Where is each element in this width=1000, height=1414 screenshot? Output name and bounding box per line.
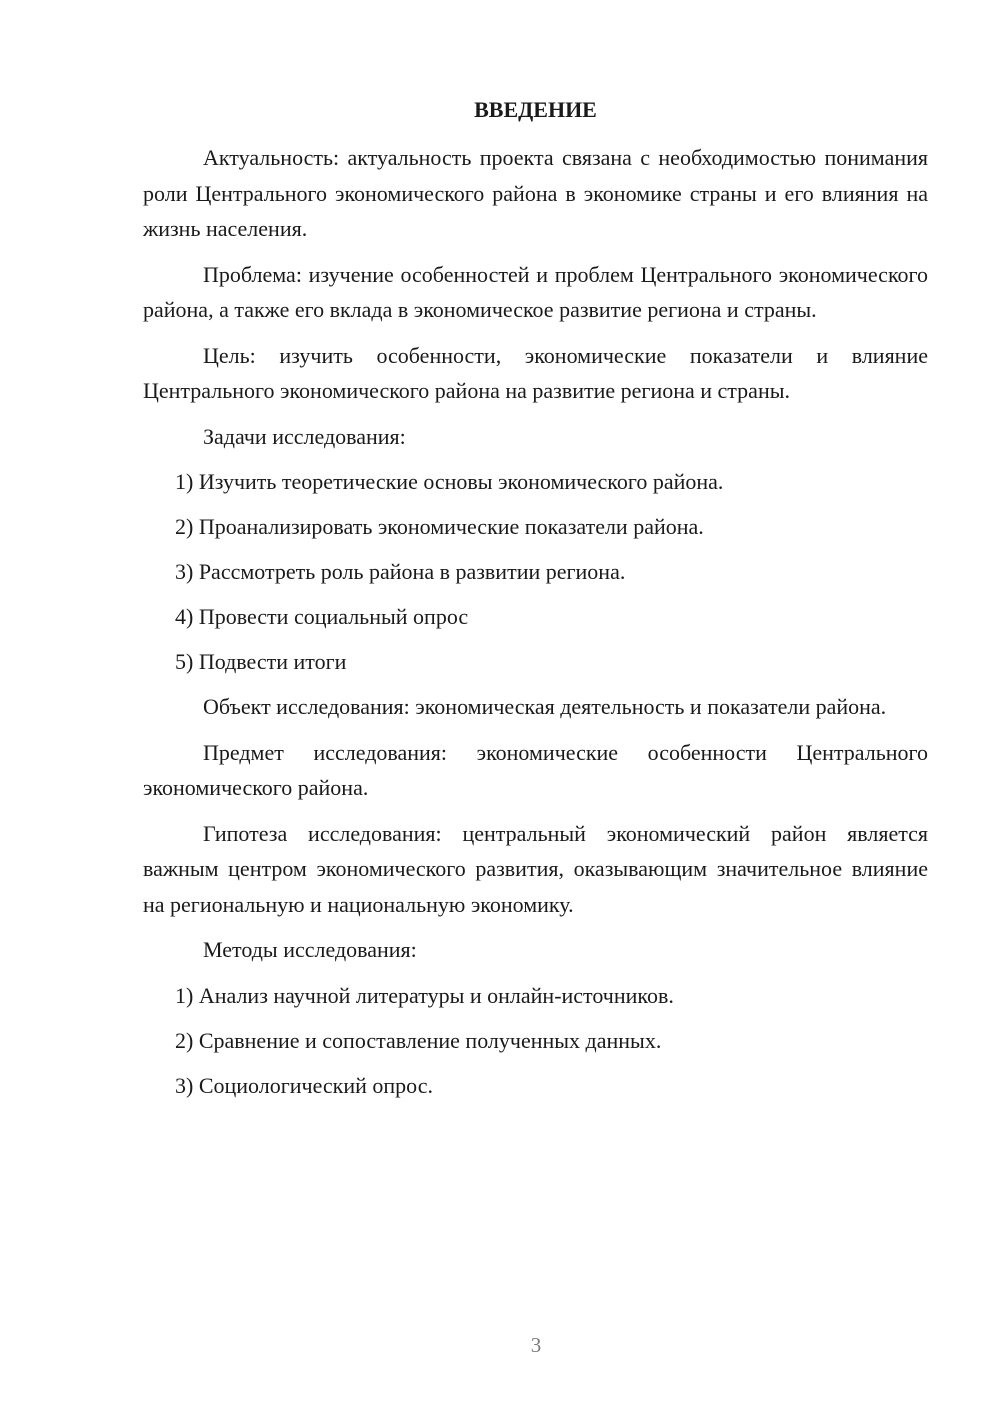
task-item: 5) Подвести итоги [175,649,347,674]
page-title: ВВЕДЕНИЕ [474,97,597,122]
page-number: 3 [530,1333,542,1357]
relevance-paragraph: Актуальность: актуальность проекта связана с необходимостью понимания роли Центрального экономического района в экономике страны и его влияния на жизнь населения. [143,145,928,241]
object-paragraph: Объект исследования: экономическая деятельность и показатели района. [203,694,887,719]
task-item: 1) Изучить теоретические основы экономического района. [175,469,724,494]
hypothesis-paragraph: Гипотеза исследования: центральный экономический район является важным центром экономического развития, оказывающим значительное влияние на региональную и национальную экономику. [143,820,928,917]
task-item: 3) Рассмотреть роль района в развитии региона. [175,559,626,584]
method-item: 3) Социологический опрос. [175,1072,433,1098]
methods-heading: Методы исследования: [203,937,417,962]
tasks-heading: Задачи исследования: [203,423,406,449]
goal-paragraph: Цель: изучить особенности, экономические показатели и влияние Центрального экономического района на развитие региона и страны. [143,342,928,403]
method-item: 2) Сравнение и сопоставление полученных данных. [175,1027,662,1053]
task-item: 4) Провести социальный опрос [175,604,469,629]
task-item: 2) Проанализировать экономические показатели района. [175,514,704,539]
subject-paragraph: Предмет исследования: экономические особенности Центрального экономического района. [143,739,928,800]
method-item: 1) Анализ научной литературы и онлайн-источников. [175,982,674,1008]
page-content [143,92,928,1113]
problem-paragraph: Проблема: изучение особенностей и проблем Центрального экономического района, а также его вклада в экономическое развитие региона и страны. [143,261,928,322]
